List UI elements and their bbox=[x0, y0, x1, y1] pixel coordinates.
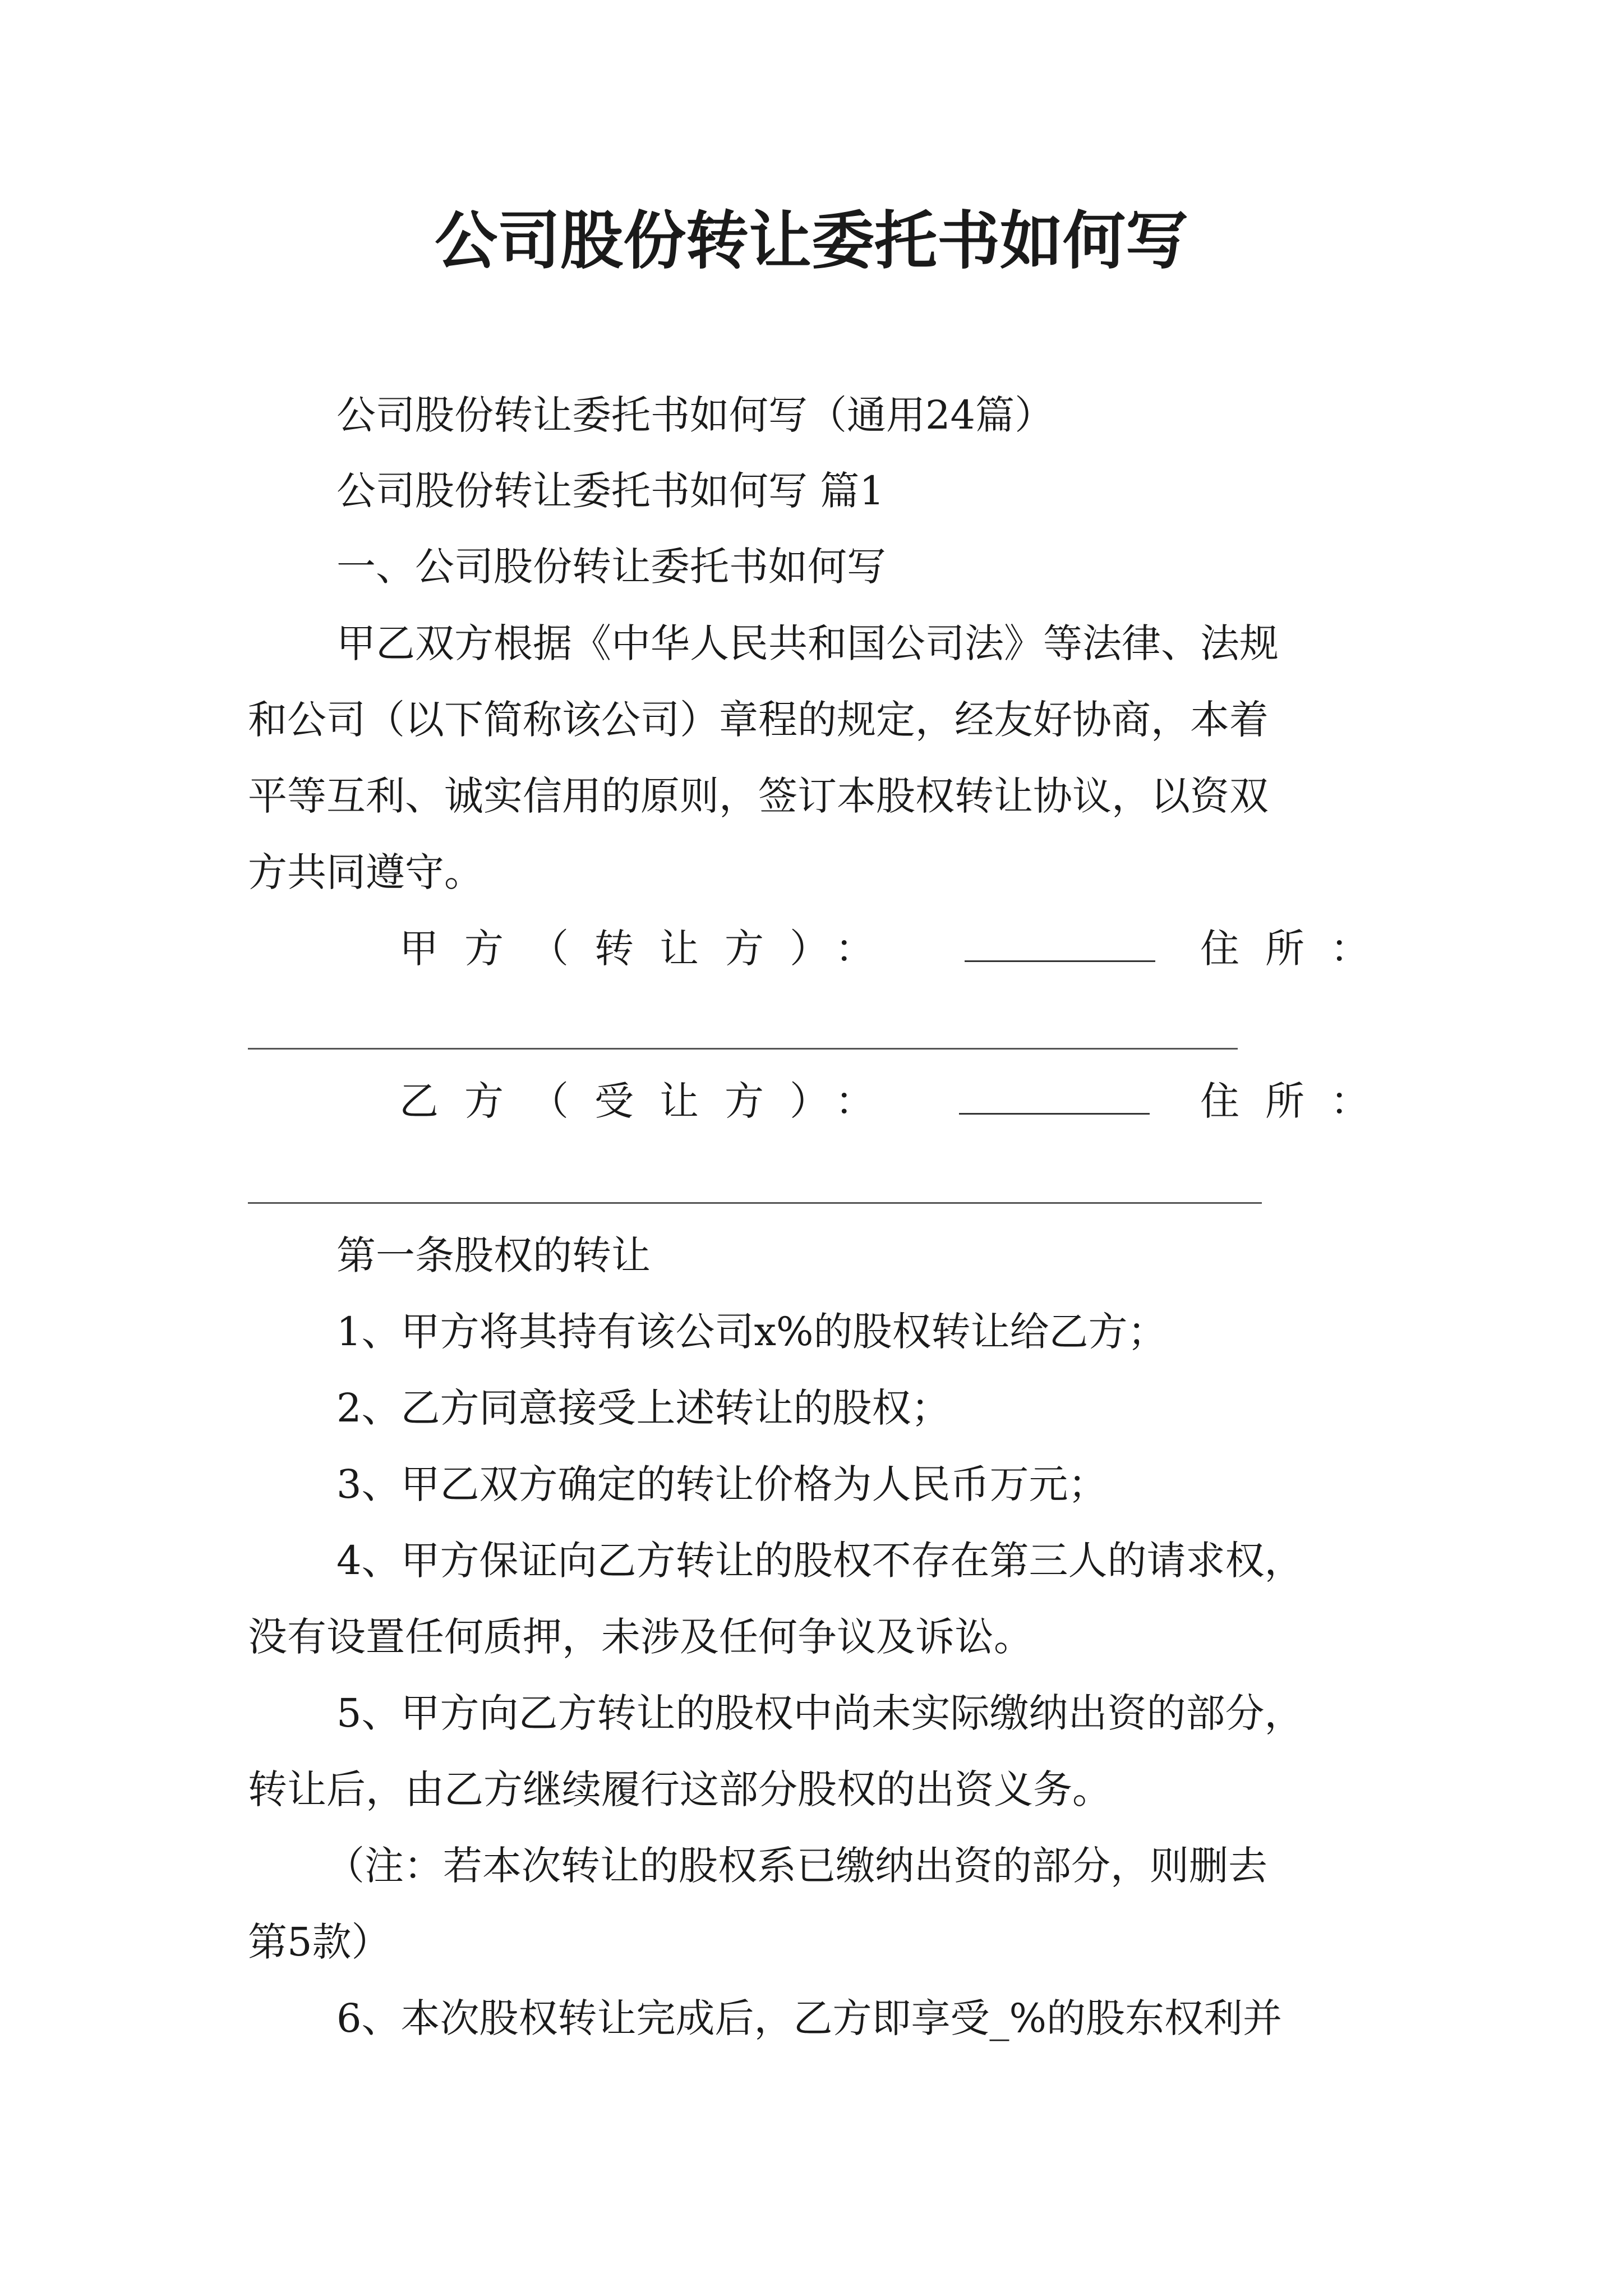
clause-item: 5、甲方向乙方转让的股权中尚未实际缴纳出资的部分， bbox=[336, 1690, 1304, 1736]
clause-item: 4、甲方保证向乙方转让的股权不存在第三人的请求权， bbox=[336, 1538, 1304, 1584]
party-a-address-label: 住所： bbox=[1200, 926, 1395, 972]
party-b-address-blank bbox=[248, 1202, 1262, 1204]
clause-item: 1、甲方将其持有该公司x%的股权转让给乙方； bbox=[336, 1309, 1167, 1355]
intro-paragraph-line: 甲乙双方根据《中华人民共和国公司法》等法律、法规 bbox=[336, 620, 1279, 666]
clause-item: 2、乙方同意接受上述转让的股权； bbox=[336, 1385, 951, 1431]
clause-item: 3、甲乙双方确定的转让价格为人民币万元； bbox=[336, 1461, 1108, 1507]
piece-heading: 公司股份转让委托书如何写 篇1 bbox=[336, 468, 884, 514]
note-line-continued: 第5款） bbox=[248, 1919, 391, 1965]
party-b-name-blank bbox=[959, 1073, 1150, 1129]
document-title: 公司股份转让委托书如何写 bbox=[435, 205, 1188, 278]
intro-paragraph-line: 方共同遵守。 bbox=[248, 849, 483, 895]
clause-item-continued: 转让后，由乙方继续履行这部分股权的出资义务。 bbox=[248, 1766, 1112, 1812]
article-heading: 第一条股权的转让 bbox=[336, 1232, 651, 1278]
subtitle: 公司股份转让委托书如何写（通用24篇） bbox=[336, 392, 1054, 438]
party-a-address-blank bbox=[248, 1048, 1238, 1050]
intro-paragraph-line: 和公司（以下简称该公司）章程的规定，经友好协商，本着 bbox=[248, 697, 1269, 743]
party-b-label: 乙方（受让方）： bbox=[399, 1078, 900, 1124]
note-line: （注：若本次转让的股权系已缴纳出资的部分，则删去 bbox=[325, 1843, 1267, 1889]
party-b-address-label: 住所： bbox=[1200, 1078, 1395, 1124]
section-heading: 一、公司股份转让委托书如何写 bbox=[336, 544, 886, 590]
clause-item-continued: 没有设置任何质押，未涉及任何争议及诉讼。 bbox=[248, 1614, 1033, 1660]
intro-paragraph-line: 平等互利、诚实信用的原则，签订本股权转让协议，以资双 bbox=[248, 773, 1269, 819]
party-a-label: 甲方（转让方）： bbox=[399, 926, 900, 972]
clause-item: 6、本次股权转让完成后，乙方即享受_%的股东权利并 bbox=[336, 1995, 1283, 2041]
party-a-name-blank bbox=[965, 921, 1155, 977]
